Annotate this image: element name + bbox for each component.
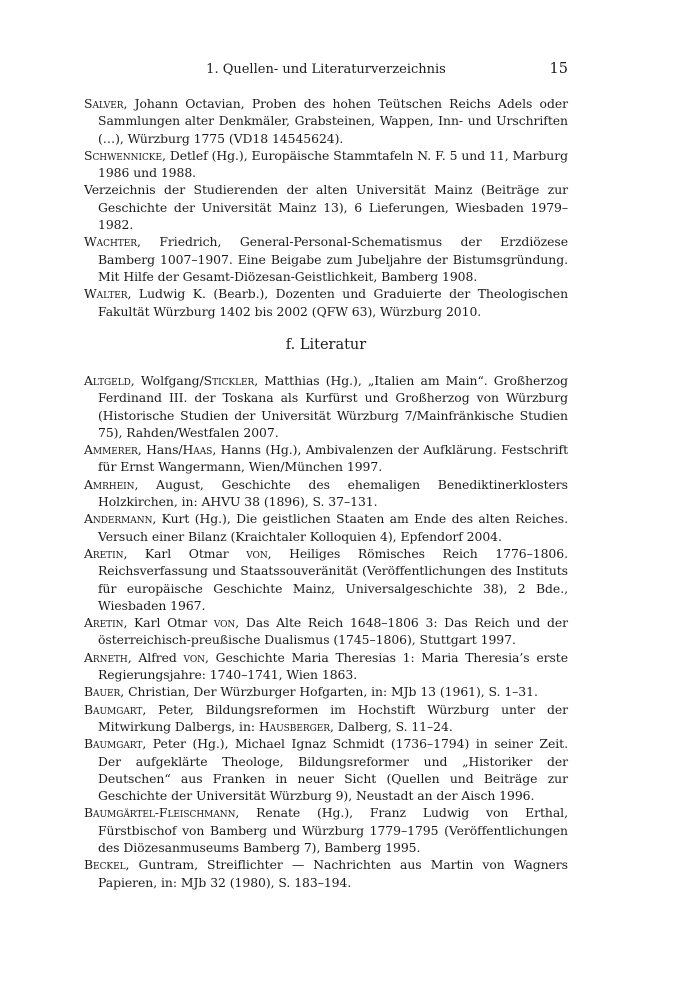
bibliography-entry <box>84 372 568 441</box>
entry-author: Schwennicke <box>84 147 162 163</box>
entry-text: , Hanns (Hg.), Ambivalenzen der Aufklärung. Festschrift für Ernst Wangermann, Wien/München 1997. <box>98 442 569 475</box>
bibliography-entry <box>84 233 568 285</box>
bibliography-entry <box>84 701 568 736</box>
entry-text: , Alfred <box>127 649 184 665</box>
entry-text: , Peter, Bildungsreformen im Hochstift Würzburg unter der Mitwirkung Dalbergs, in: <box>98 701 568 734</box>
bibliography-entry <box>84 804 568 856</box>
entry-author: Aretin <box>84 545 124 561</box>
entry-author: Bauer <box>84 684 121 700</box>
entry-author: Ammerer <box>84 442 138 458</box>
literature-list <box>84 372 568 891</box>
entry-author: Haas <box>182 442 213 458</box>
bibliography-entry <box>84 649 568 684</box>
entry-text: Verzeichnis der Studierenden der alten Universität Mainz (Beiträge zur Geschichte der Universität Mainz 13), 6 Lieferungen, Wiesbaden 1979–1982. <box>84 182 568 233</box>
bibliography-entry <box>84 510 568 545</box>
entry-author: von <box>246 545 268 561</box>
entry-text: , Renate (Hg.), Franz Ludwig von Erthal, Fürstbischof von Bamberg und Würzburg 1779–1795 (Veröffentlichungen des Diözesanmuseums Bamberg 7), Bamberg 1995. <box>98 805 568 856</box>
entry-author: von <box>213 615 236 631</box>
entry-text: , Guntram, Streiflichter — Nachrichten aus Martin von Wagners Papieren, in: MJb 32 (1980), S. 183–194. <box>98 857 568 890</box>
entry-author: Salver <box>84 96 124 111</box>
entry-text: , Matthias (Hg.), „Italien am Main“. Großherzog Ferdinand III. der Toskana als Kurfürst und Großherzog von Würzburg (Historische Studien der Universität Würzburg 7/Mainfränkische Studien 75), Rahden/Westfalen 2007. <box>98 373 568 440</box>
bibliography-entry <box>84 95 568 147</box>
entry-text: , Dalberg, S. 11–24. <box>329 718 453 734</box>
bibliography-entry <box>84 181 568 233</box>
entry-text: , Karl Otmar <box>123 615 214 631</box>
entry-text: , Friedrich, General-Personal-Schematismus der Erzdiözese Bamberg 1007–1907. Eine Beigabe zum Jubeljahre der Bistumsgründung. Mit Hilfe der Gesamt-Diözesan-Geistlichkeit, Bamberg 1908. <box>98 234 568 284</box>
entry-author: Baumgärtel-Fleischmann <box>84 805 236 821</box>
entry-text: , Johann Octavian, Proben des hohen Teütschen Reichs Adels oder Sammlungen alter Denkmäler, Grabsteinen, Wappen, Inn- und Urschriften (…), Würzburg 1775 (VD18 14545624). <box>98 96 568 146</box>
page-number: 15 <box>549 61 568 77</box>
entry-text: , Karl Otmar <box>123 545 247 561</box>
entry-author: Walter <box>84 286 128 302</box>
entry-author: von <box>183 649 205 665</box>
entry-author: Amrhein <box>84 476 135 492</box>
entry-text: , Ludwig K. (Bearb.), Dozenten und Graduierte der Theologischen Fakultät Würzburg 1402 bis 2002 (QFW 63), Würzburg 2010. <box>98 286 568 319</box>
entry-author: Andermann <box>84 511 153 527</box>
bibliography-entry <box>84 545 568 614</box>
entry-text: , Peter (Hg.), Michael Ignaz Schmidt (1736–1794) in seiner Zeit. Der aufgeklärte Theologe, Bildungsreformer und „Historiker der Deutschen“ aus Franken in neuer Sicht (Quellen und Beiträge zur Geschichte der Universität Würzburg 9), Neustadt an der Aisch 1996. <box>98 736 568 804</box>
entry-author: Baumgart <box>84 701 143 717</box>
entry-text: , Hans/ <box>137 442 183 458</box>
entry-text: , Detlef (Hg.), Europäische Stammtafeln N. F. 5 und 11, Marburg 1986 und 1988. <box>98 147 568 181</box>
running-header <box>84 62 568 82</box>
entry-text: , Wolfgang/ <box>130 373 204 388</box>
bibliography-entry <box>84 856 568 891</box>
bibliography-entry <box>84 285 568 320</box>
entry-author: Aretin <box>84 615 124 631</box>
section-heading-literatur: f. Literatur <box>285 337 367 353</box>
entry-author: Beckel <box>84 857 126 873</box>
entry-text: , Das Alte Reich 1648–1806 3: Das Reich und der österreichisch-preußische Dualismus (1745–1806), Stuttgart 1997. <box>98 615 568 648</box>
entry-text: , August, Geschichte des ehemaligen Benediktinerklosters Holzkirchen, in: AHVU 38 (1896), S. 37–131. <box>98 476 568 510</box>
bibliography-entry <box>84 683 568 700</box>
entry-author: Arneth <box>84 649 128 665</box>
bibliography-entry <box>84 614 568 649</box>
running-header-title: 1. Quellen- und Literaturverzeichnis <box>206 62 446 77</box>
bibliography-entry <box>84 147 568 182</box>
entry-text: , Kurt (Hg.), Die geistlichen Staaten am Ende des alten Reiches. Versuch einer Bilanz (Kraichtaler Kolloquien 4), Epfendorf 2004. <box>98 511 568 544</box>
entry-author: Wachter <box>84 234 137 250</box>
bibliography-entry <box>84 441 568 476</box>
bibliography-entry <box>84 735 568 804</box>
entry-text: , Geschichte Maria Theresias 1: Maria Theresia’s erste Regierungsjahre: 1740–1741, Wien 1863. <box>98 649 568 683</box>
entry-author: Hausberger <box>258 718 330 734</box>
entry-author: Altgeld <box>84 373 131 388</box>
entry-text: , Heiliges Römisches Reich 1776–1806. Reichsverfassung und Staatssouveränität (Veröffentlichungen des Instituts für europäische Geschichte Mainz, Universalgeschichte 38), 2 Bde., Wiesbaden 1967. <box>98 545 568 613</box>
entry-author: Stickler <box>203 373 255 388</box>
bibliography-entry <box>84 476 568 511</box>
entry-author: Baumgart <box>84 736 143 752</box>
sources-list <box>84 95 568 320</box>
entry-text: , Christian, Der Würzburger Hofgarten, in: MJb 13 (1961), S. 1–31. <box>120 684 538 700</box>
